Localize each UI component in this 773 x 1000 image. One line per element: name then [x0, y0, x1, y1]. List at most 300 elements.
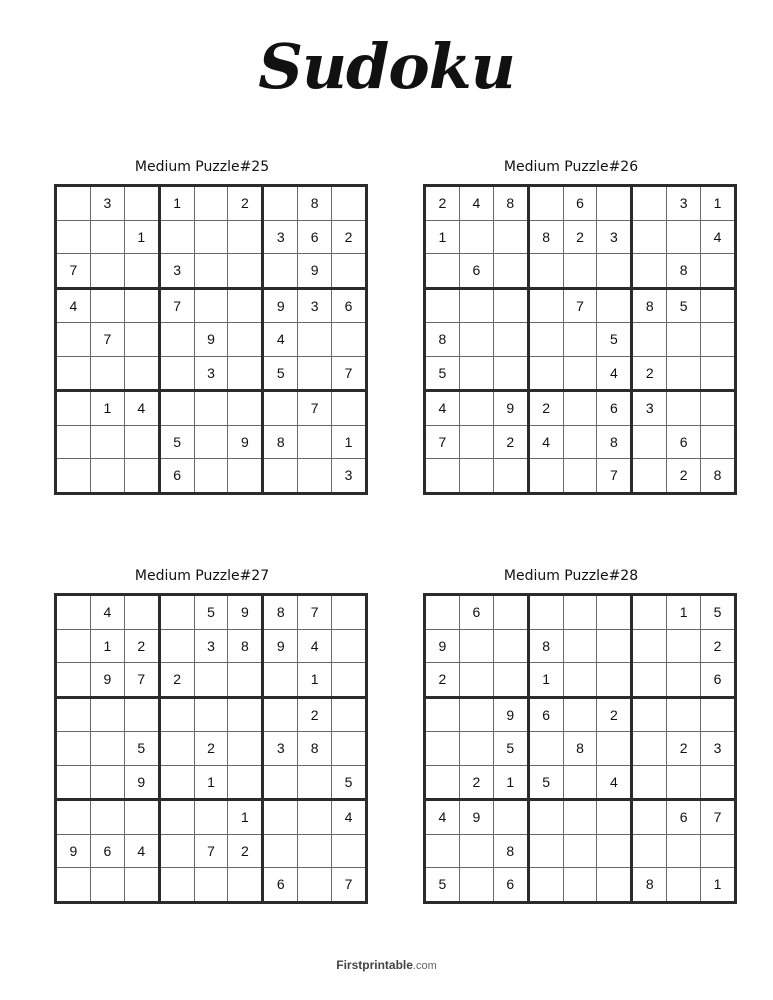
grid-cell: [632, 732, 667, 766]
grid-cell: [459, 732, 493, 766]
grid-cell: [332, 595, 367, 630]
grid-cell: 2: [459, 765, 493, 800]
grid-cell: [332, 834, 367, 868]
grid-cell: [56, 356, 91, 391]
grid-cell: 1: [124, 220, 159, 254]
grid-cell: [159, 391, 194, 426]
grid-cell: [667, 868, 701, 903]
grid-cell: 3: [667, 186, 701, 221]
grid-cell: 8: [263, 425, 298, 459]
grid-cell: [425, 834, 460, 868]
grid-row: [56, 595, 367, 630]
grid-cell: [228, 254, 263, 289]
puzzle-title: Medium Puzzle#26: [503, 159, 639, 175]
grid-cell: [459, 834, 493, 868]
grid-cell: 9: [298, 254, 332, 289]
grid-cell: 8: [298, 732, 332, 766]
grid-cell: 9: [228, 425, 263, 459]
grid-cell: 1: [667, 595, 701, 630]
grid-cell: 9: [493, 697, 528, 732]
grid-cell: [493, 595, 528, 630]
puzzle-27: [54, 566, 353, 904]
grid-cell: 4: [459, 186, 493, 221]
grid-cell: [563, 425, 597, 459]
grid-cell: 7: [597, 459, 632, 494]
grid-cell: [56, 868, 91, 903]
grid-cell: [159, 356, 194, 391]
grid-cell: 1: [90, 391, 124, 426]
grid-cell: [701, 765, 736, 800]
grid-cell: [332, 663, 367, 698]
grid-cell: [425, 595, 460, 630]
footer-domain: .com: [412, 960, 437, 972]
grid-cell: [563, 391, 597, 426]
grid-row: [56, 323, 367, 357]
footer-brand: Firstprintable: [336, 958, 413, 972]
grid-cell: 3: [298, 288, 332, 323]
grid-cell: 6: [263, 868, 298, 903]
grid-cell: 1: [194, 765, 228, 800]
grid-cell: 9: [459, 800, 493, 835]
sudoku-grid: [54, 593, 368, 904]
grid-cell: [90, 800, 124, 835]
grid-cell: [563, 459, 597, 494]
grid-cell: [701, 323, 736, 357]
grid-row: [56, 834, 367, 868]
grid-cell: 2: [332, 220, 367, 254]
grid-cell: 5: [194, 595, 228, 630]
grid-cell: [563, 697, 597, 732]
grid-cell: [298, 459, 332, 494]
grid-cell: 3: [701, 732, 736, 766]
grid-cell: [667, 220, 701, 254]
grid-cell: [124, 425, 159, 459]
grid-cell: [632, 186, 667, 221]
grid-cell: 1: [528, 663, 563, 698]
grid-row: [425, 868, 736, 903]
grid-cell: [194, 254, 228, 289]
grid-cell: 6: [563, 186, 597, 221]
grid-cell: [701, 697, 736, 732]
grid-row: [56, 254, 367, 289]
grid-cell: [124, 186, 159, 221]
grid-cell: [459, 356, 493, 391]
grid-cell: [528, 459, 563, 494]
grid-cell: [425, 459, 460, 494]
grid-cell: [563, 629, 597, 663]
grid-cell: 8: [632, 868, 667, 903]
grid-cell: [701, 834, 736, 868]
grid-cell: [56, 186, 91, 221]
grid-cell: 6: [597, 391, 632, 426]
grid-cell: [563, 254, 597, 289]
puzzle-title: Medium Puzzle#25: [134, 159, 270, 175]
grid-cell: [332, 629, 367, 663]
grid-cell: [56, 220, 91, 254]
grid-cell: 6: [667, 800, 701, 835]
grid-cell: [528, 868, 563, 903]
grid-cell: [56, 425, 91, 459]
grid-cell: 4: [597, 356, 632, 391]
grid-row: [56, 356, 367, 391]
grid-cell: [228, 356, 263, 391]
grid-row: [425, 288, 736, 323]
grid-cell: 5: [332, 765, 367, 800]
grid-row: [56, 663, 367, 698]
grid-row: [425, 254, 736, 289]
grid-cell: [159, 697, 194, 732]
grid-cell: [332, 732, 367, 766]
grid-cell: [597, 288, 632, 323]
grid-cell: [632, 697, 667, 732]
grid-cell: [701, 425, 736, 459]
grid-cell: [332, 186, 367, 221]
grid-cell: [194, 800, 228, 835]
grid-row: [425, 356, 736, 391]
grid-cell: [632, 220, 667, 254]
grid-cell: 2: [632, 356, 667, 391]
grid-row: [56, 800, 367, 835]
grid-cell: [124, 868, 159, 903]
grid-cell: 2: [159, 663, 194, 698]
grid-cell: [425, 697, 460, 732]
grid-cell: 7: [194, 834, 228, 868]
grid-row: [425, 800, 736, 835]
grid-row: [425, 425, 736, 459]
grid-cell: [632, 425, 667, 459]
grid-row: [425, 323, 736, 357]
grid-cell: 8: [667, 254, 701, 289]
grid-row: [425, 629, 736, 663]
grid-cell: [667, 697, 701, 732]
grid-cell: 8: [563, 732, 597, 766]
grid-cell: [124, 356, 159, 391]
grid-cell: [90, 288, 124, 323]
grid-row: [56, 732, 367, 766]
grid-cell: [493, 323, 528, 357]
grid-cell: [56, 629, 91, 663]
grid-cell: 3: [332, 459, 367, 494]
grid-cell: [159, 629, 194, 663]
grid-cell: 2: [228, 186, 263, 221]
grid-cell: [298, 834, 332, 868]
grid-cell: 7: [298, 391, 332, 426]
grid-cell: [228, 288, 263, 323]
sudoku-grid: [423, 593, 737, 904]
grid-cell: 3: [632, 391, 667, 426]
grid-cell: 5: [159, 425, 194, 459]
grid-cell: 2: [228, 834, 263, 868]
grid-cell: [493, 220, 528, 254]
grid-cell: [632, 765, 667, 800]
grid-cell: [528, 323, 563, 357]
grid-cell: 9: [263, 288, 298, 323]
grid-cell: [159, 595, 194, 630]
grid-cell: 6: [298, 220, 332, 254]
grid-cell: 8: [701, 459, 736, 494]
grid-cell: 4: [597, 765, 632, 800]
grid-cell: [597, 629, 632, 663]
grid-cell: 2: [493, 425, 528, 459]
grid-row: [425, 834, 736, 868]
grid-cell: 2: [194, 732, 228, 766]
grid-cell: 7: [332, 356, 367, 391]
grid-cell: [493, 800, 528, 835]
grid-cell: [263, 391, 298, 426]
grid-cell: 8: [493, 186, 528, 221]
grid-cell: [298, 323, 332, 357]
grid-cell: 6: [459, 595, 493, 630]
grid-cell: [701, 391, 736, 426]
grid-cell: 6: [493, 868, 528, 903]
grid-cell: [632, 663, 667, 698]
grid-cell: 2: [563, 220, 597, 254]
grid-cell: 9: [263, 629, 298, 663]
grid-cell: [124, 800, 159, 835]
grid-cell: 8: [597, 425, 632, 459]
grid-cell: 6: [332, 288, 367, 323]
grid-cell: 3: [597, 220, 632, 254]
grid-cell: 1: [298, 663, 332, 698]
grid-cell: [124, 323, 159, 357]
grid-cell: [124, 697, 159, 732]
grid-cell: [56, 800, 91, 835]
grid-cell: 4: [298, 629, 332, 663]
grid-cell: 2: [425, 186, 460, 221]
grid-cell: 7: [56, 254, 91, 289]
grid-cell: [90, 697, 124, 732]
grid-cell: 1: [493, 765, 528, 800]
grid-cell: [563, 765, 597, 800]
grid-cell: [90, 765, 124, 800]
grid-cell: 7: [563, 288, 597, 323]
grid-cell: 5: [124, 732, 159, 766]
grid-row: [56, 459, 367, 494]
grid-cell: 4: [425, 800, 460, 835]
grid-cell: 3: [159, 254, 194, 289]
grid-cell: 1: [701, 868, 736, 903]
puzzle-title: Medium Puzzle#28: [503, 568, 639, 584]
sudoku-grid: [423, 184, 737, 495]
grid-cell: 4: [332, 800, 367, 835]
grid-cell: 3: [90, 186, 124, 221]
grid-cell: [563, 595, 597, 630]
grid-cell: 9: [228, 595, 263, 630]
grid-cell: [493, 459, 528, 494]
grid-cell: 6: [528, 697, 563, 732]
grid-row: [425, 663, 736, 698]
grid-cell: 3: [263, 732, 298, 766]
grid-cell: [667, 834, 701, 868]
puzzle-title: Medium Puzzle#27: [134, 568, 270, 584]
puzzle-28: [423, 566, 722, 904]
grid-cell: 4: [56, 288, 91, 323]
grid-cell: [563, 834, 597, 868]
grid-cell: [228, 459, 263, 494]
grid-cell: 9: [493, 391, 528, 426]
grid-cell: 2: [528, 391, 563, 426]
grid-cell: [632, 595, 667, 630]
grid-cell: 4: [528, 425, 563, 459]
grid-row: [425, 595, 736, 630]
grid-cell: [124, 254, 159, 289]
grid-cell: 2: [425, 663, 460, 698]
grid-cell: [528, 595, 563, 630]
grid-cell: [632, 254, 667, 289]
grid-cell: [667, 663, 701, 698]
grid-cell: 2: [667, 732, 701, 766]
grid-cell: 9: [90, 663, 124, 698]
grid-cell: [459, 868, 493, 903]
grid-cell: [228, 220, 263, 254]
grid-cell: [701, 288, 736, 323]
grid-cell: 5: [425, 356, 460, 391]
grid-cell: [563, 663, 597, 698]
grid-cell: [228, 868, 263, 903]
grid-cell: 4: [124, 391, 159, 426]
grid-cell: [263, 254, 298, 289]
grid-cell: [56, 459, 91, 494]
grid-cell: [667, 765, 701, 800]
grid-cell: 4: [701, 220, 736, 254]
grid-cell: [90, 254, 124, 289]
grid-cell: [597, 868, 632, 903]
grid-row: [425, 732, 736, 766]
grid-cell: [528, 800, 563, 835]
grid-cell: [56, 697, 91, 732]
grid-cell: [56, 732, 91, 766]
grid-cell: 3: [194, 356, 228, 391]
grid-row: [56, 629, 367, 663]
grid-cell: 3: [263, 220, 298, 254]
grid-cell: 9: [194, 323, 228, 357]
grid-cell: [493, 356, 528, 391]
grid-cell: 7: [124, 663, 159, 698]
grid-cell: 2: [667, 459, 701, 494]
footer-credit: [0, 958, 773, 972]
grid-cell: [528, 356, 563, 391]
grid-cell: 6: [701, 663, 736, 698]
grid-cell: [194, 868, 228, 903]
grid-cell: [124, 595, 159, 630]
sudoku-grid: [54, 184, 368, 495]
grid-cell: [597, 732, 632, 766]
grid-cell: [56, 595, 91, 630]
grid-cell: 6: [90, 834, 124, 868]
grid-cell: 5: [263, 356, 298, 391]
grid-cell: [667, 629, 701, 663]
grid-cell: 1: [159, 186, 194, 221]
grid-cell: [459, 425, 493, 459]
grid-cell: 7: [159, 288, 194, 323]
grid-cell: [194, 288, 228, 323]
grid-cell: 2: [124, 629, 159, 663]
grid-cell: 8: [228, 629, 263, 663]
grid-cell: [298, 765, 332, 800]
grid-cell: [459, 288, 493, 323]
grid-cell: 8: [528, 629, 563, 663]
grid-cell: [124, 288, 159, 323]
grid-cell: [56, 765, 91, 800]
page-title: Sudoku: [258, 30, 515, 103]
grid-cell: [159, 765, 194, 800]
grid-cell: [56, 663, 91, 698]
grid-row: [56, 220, 367, 254]
grid-cell: [332, 391, 367, 426]
grid-cell: [632, 459, 667, 494]
grid-cell: [90, 459, 124, 494]
grid-cell: [459, 459, 493, 494]
grid-cell: [563, 868, 597, 903]
grid-cell: [597, 186, 632, 221]
grid-cell: 1: [425, 220, 460, 254]
grid-cell: 4: [124, 834, 159, 868]
grid-row: [56, 186, 367, 221]
grid-cell: [159, 834, 194, 868]
grid-cell: 6: [459, 254, 493, 289]
grid-cell: [528, 186, 563, 221]
grid-cell: [425, 732, 460, 766]
grid-cell: 7: [90, 323, 124, 357]
grid-cell: [228, 732, 263, 766]
grid-cell: [632, 323, 667, 357]
grid-cell: [493, 663, 528, 698]
grid-cell: 6: [159, 459, 194, 494]
grid-cell: [90, 425, 124, 459]
grid-cell: 9: [425, 629, 460, 663]
grid-cell: [459, 663, 493, 698]
grid-cell: [563, 800, 597, 835]
grid-cell: [228, 323, 263, 357]
grid-cell: [194, 459, 228, 494]
grid-cell: [459, 220, 493, 254]
grid-row: [56, 391, 367, 426]
grid-cell: [159, 868, 194, 903]
grid-cell: 8: [298, 186, 332, 221]
grid-cell: [632, 629, 667, 663]
grid-cell: [425, 765, 460, 800]
grid-cell: [228, 391, 263, 426]
grid-row: [425, 186, 736, 221]
grid-cell: [425, 254, 460, 289]
grid-cell: 5: [425, 868, 460, 903]
grid-cell: 9: [56, 834, 91, 868]
grid-cell: 5: [528, 765, 563, 800]
grid-cell: 3: [194, 629, 228, 663]
grid-row: [56, 288, 367, 323]
grid-cell: [667, 356, 701, 391]
grid-cell: [194, 391, 228, 426]
grid-row: [56, 697, 367, 732]
grid-cell: [159, 220, 194, 254]
grid-cell: [56, 391, 91, 426]
grid-cell: [90, 220, 124, 254]
grid-cell: [597, 595, 632, 630]
grid-cell: [298, 868, 332, 903]
grid-row: [425, 765, 736, 800]
grid-cell: [90, 868, 124, 903]
grid-cell: [56, 323, 91, 357]
grid-cell: 7: [425, 425, 460, 459]
grid-cell: [597, 834, 632, 868]
grid-cell: [194, 663, 228, 698]
grid-cell: 8: [528, 220, 563, 254]
grid-cell: [667, 391, 701, 426]
grid-cell: [632, 800, 667, 835]
grid-cell: [332, 323, 367, 357]
grid-cell: [493, 629, 528, 663]
grid-cell: [701, 356, 736, 391]
